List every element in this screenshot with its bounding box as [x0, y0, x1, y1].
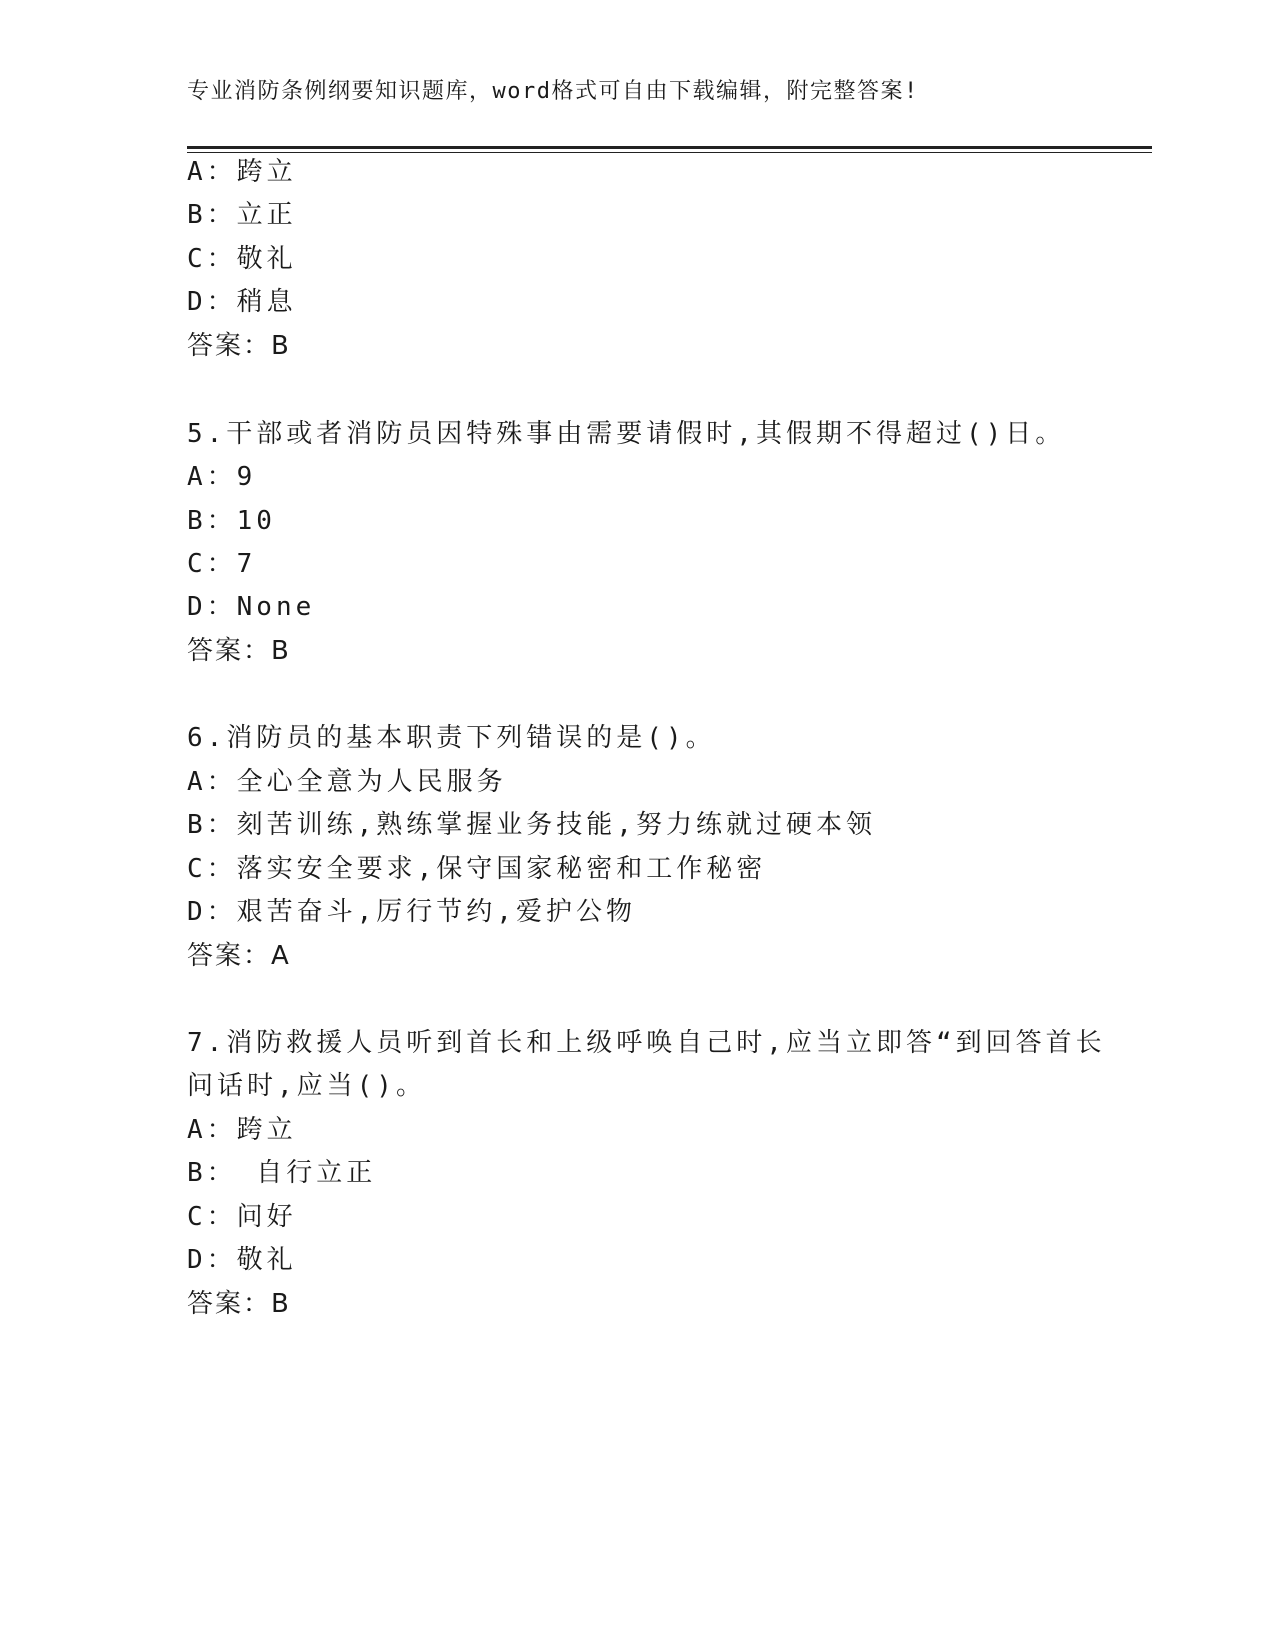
answer: 答案：B	[187, 331, 291, 361]
header-rule-thin	[187, 152, 1152, 153]
option-c: C：问好	[187, 1202, 297, 1232]
header-rule-thick	[187, 146, 1152, 149]
option-b: B：10	[187, 506, 276, 536]
option-d: D：None	[187, 592, 316, 622]
answer: 答案：B	[187, 636, 291, 666]
answer: 答案：B	[187, 1289, 291, 1319]
option-c: C：7	[187, 549, 257, 579]
option-d: D：艰苦奋斗,厉行节约,爱护公物	[187, 897, 636, 927]
option-a: A：全心全意为人民服务	[187, 767, 507, 797]
option-b: B：立正	[187, 200, 297, 230]
question-7-line-1: 7.消防救援人员听到首长和上级呼唤自己时,应当立即答“到回答首长	[187, 1028, 1106, 1058]
option-b: B： 自行立正	[187, 1158, 377, 1188]
option-a: A：跨立	[187, 1115, 297, 1145]
option-a: A：跨立	[187, 157, 297, 187]
document-header: 专业消防条例纲要知识题库，word格式可自由下载编辑，附完整答案!	[187, 79, 919, 104]
question-6: 6.消防员的基本职责下列错误的是()。	[187, 723, 716, 753]
option-c: C：敬礼	[187, 244, 297, 274]
option-c: C：落实安全要求,保守国家秘密和工作秘密	[187, 854, 767, 884]
question-7-line-2: 问话时,应当()。	[187, 1071, 426, 1101]
option-b: B：刻苦训练,熟练掌握业务技能,努力练就过硬本领	[187, 810, 876, 840]
question-5: 5.干部或者消防员因特殊事由需要请假时,其假期不得超过()日。	[187, 419, 1066, 449]
option-d: D：敬礼	[187, 1245, 297, 1275]
option-a: A：9	[187, 462, 257, 492]
option-d: D：稍息	[187, 287, 297, 317]
answer: 答案：A	[187, 941, 291, 971]
